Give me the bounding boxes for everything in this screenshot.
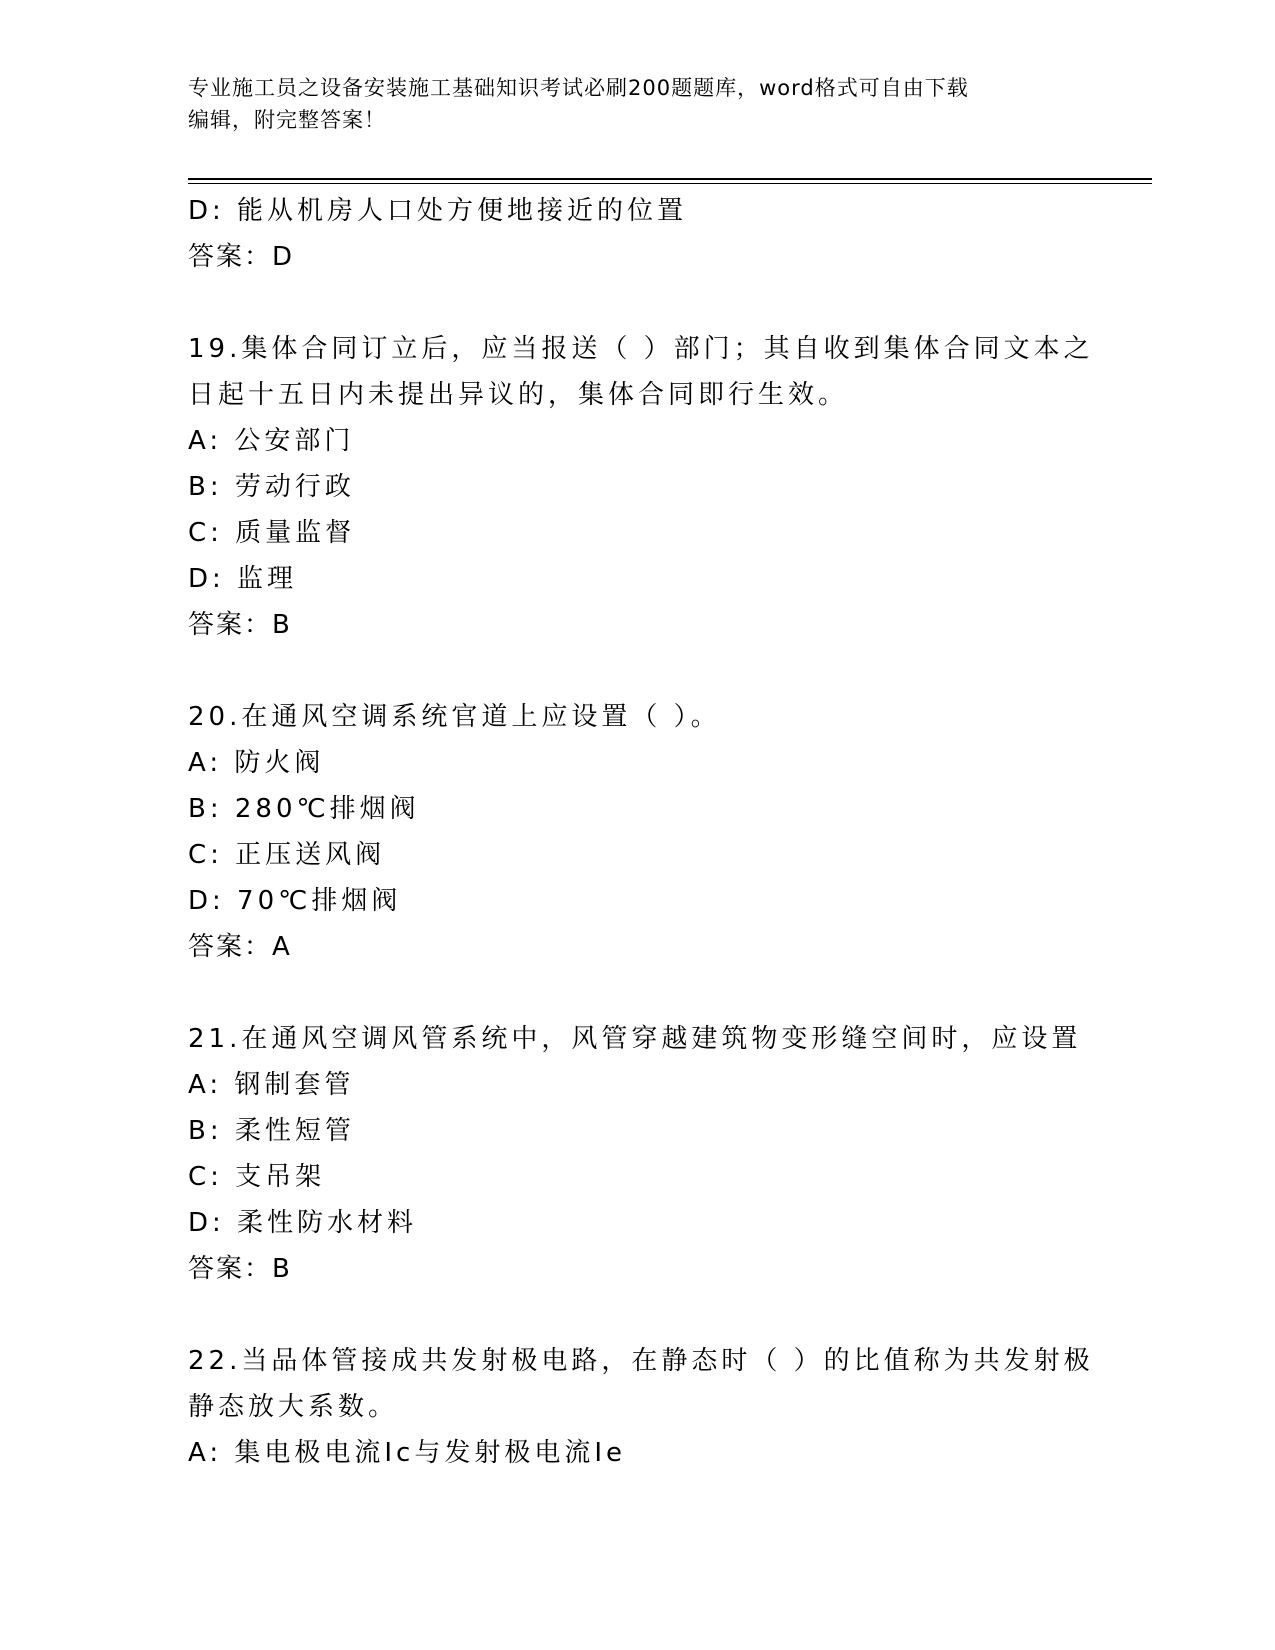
question-22 bbox=[188, 1338, 1094, 1476]
option-c: C: 正压送风阀 bbox=[188, 840, 386, 870]
answer: 答案：D bbox=[188, 242, 295, 272]
option-b: B: 劳动行政 bbox=[188, 472, 355, 502]
header-line-2: 编辑，附完整答案！ bbox=[188, 108, 386, 132]
question-prev bbox=[188, 188, 1088, 280]
option-c: C: 质量监督 bbox=[188, 518, 356, 548]
spacer bbox=[188, 280, 1088, 326]
question-19 bbox=[188, 326, 1094, 648]
question-20 bbox=[188, 694, 1088, 970]
question-21 bbox=[188, 1016, 1088, 1292]
option-b: B: 280℃排烟阀 bbox=[188, 794, 420, 824]
spacer bbox=[188, 970, 1088, 1016]
option-d: D: 70℃排烟阀 bbox=[188, 886, 402, 916]
option-c: C: 支吊架 bbox=[188, 1162, 326, 1192]
option-a: A: 防火阀 bbox=[188, 748, 325, 778]
header-divider-thick bbox=[188, 178, 1152, 180]
option-d: D: 监理 bbox=[188, 564, 298, 594]
spacer bbox=[188, 648, 1088, 694]
option-b: B: 柔性短管 bbox=[188, 1116, 355, 1146]
question-stem: 22.当品体管接成共发射极电路，在静态时（ ）的比值称为共发射极 bbox=[188, 1346, 1094, 1376]
question-stem-cont: 日起十五日内未提出异议的，集体合同即行生效。 bbox=[188, 380, 849, 410]
spacer bbox=[188, 1292, 1088, 1338]
answer: 答案：A bbox=[188, 932, 292, 962]
document-header bbox=[188, 72, 1068, 136]
option-d: D: 柔性防水材料 bbox=[188, 1208, 418, 1238]
answer: 答案：B bbox=[188, 610, 292, 640]
option-d: D: 能从机房人口处方便地接近的位置 bbox=[188, 196, 688, 226]
question-stem-cont: 静态放大系数。 bbox=[188, 1392, 399, 1422]
question-stem: 19.集体合同订立后，应当报送（ ）部门；其自收到集体合同文本之 bbox=[188, 334, 1094, 364]
header-divider-thin bbox=[188, 183, 1152, 184]
option-a: A: 钢制套管 bbox=[188, 1070, 355, 1100]
question-stem: 20.在通风空调系统官道上应设置（ ）。 bbox=[188, 702, 721, 732]
header-line-1: 专业施工员之设备安装施工基础知识考试必刷200题题库，word格式可自由下载 bbox=[188, 76, 969, 100]
option-a: A: 集电极电流Ic与发射极电流Ie bbox=[188, 1438, 626, 1468]
answer: 答案：B bbox=[188, 1254, 292, 1284]
document-body bbox=[188, 188, 1094, 1476]
question-stem: 21.在通风空调风管系统中，风管穿越建筑物变形缝空间时，应设置 bbox=[188, 1024, 1082, 1054]
option-a: A: 公安部门 bbox=[188, 426, 355, 456]
